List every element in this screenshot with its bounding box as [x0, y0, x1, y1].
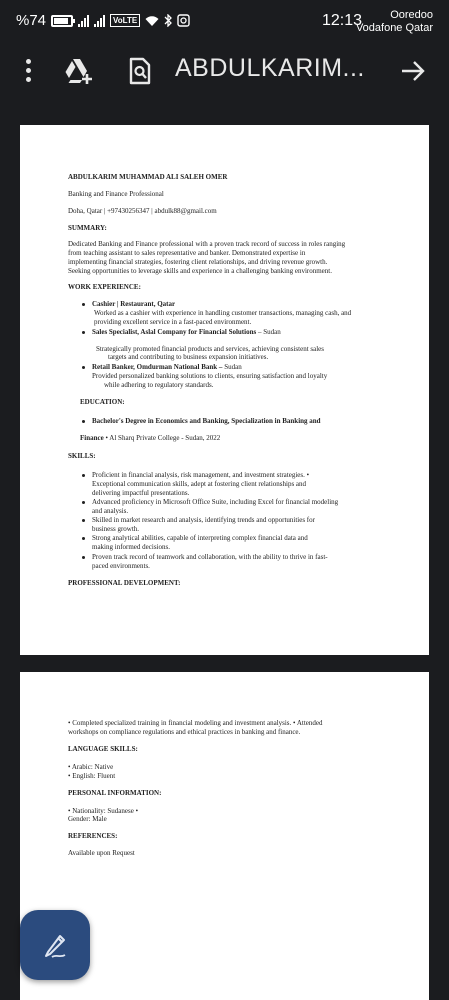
- personal-item: Gender: Male: [68, 815, 107, 823]
- resume-contact: Doha, Qatar | +97430256347 | abdulk88@gmail.com: [68, 207, 217, 215]
- job-location: Sudan: [222, 363, 242, 371]
- summary-line: Dedicated Banking and Finance professional with a proven track record of success in roles ranging: [68, 240, 346, 248]
- job-title: Retail Banker, Omdurman National Bank –: [92, 363, 223, 371]
- volte-icon: VoLTE: [110, 14, 140, 27]
- document-page-1: [20, 125, 429, 655]
- bullet: [82, 556, 85, 559]
- skill-line: delivering impactful presentations.: [92, 489, 190, 497]
- job-title: Sales Specialist, Aslal Company for Financial Solutions: [92, 328, 257, 336]
- work-heading: WORK EXPERIENCE:: [68, 283, 141, 291]
- bullet: [82, 331, 85, 334]
- job-desc: Provided personalized banking solutions to clients, ensuring satisfaction and loyalty: [92, 372, 328, 380]
- skill-line: Advanced proficiency in Microsoft Office Suite, including Excel for financial modeling: [92, 498, 339, 506]
- bullet: [82, 474, 85, 477]
- edit-pen-icon: [40, 930, 70, 960]
- job-desc: while adhering to regulatory standards.: [104, 381, 214, 389]
- language-item: • English: Fluent: [68, 772, 116, 780]
- job-desc: targets and contributing to business expansion initiatives.: [108, 353, 269, 361]
- find-in-page-icon[interactable]: [124, 54, 156, 88]
- bullet: [82, 519, 85, 522]
- battery-percent: %74: [16, 12, 47, 29]
- summary-heading: SUMMARY:: [68, 224, 107, 232]
- summary-line: implementing financial strategies, fostering client relationships, and driving revenue growth.: [68, 258, 328, 266]
- bullet: [82, 537, 85, 540]
- do-not-disturb-icon: [177, 14, 190, 27]
- job-title-line: [92, 328, 381, 337]
- bluetooth-icon: [164, 14, 172, 27]
- bullet: [82, 303, 85, 306]
- status-time: 12:13: [322, 12, 363, 29]
- document-title: ABDULKARIM...: [175, 54, 365, 82]
- summary-line: from teaching assistant to sales representative and banker. Demonstrated expertise in: [68, 249, 306, 257]
- edit-button[interactable]: [20, 910, 90, 980]
- resume-headline: Banking and Finance Professional: [68, 190, 164, 198]
- carrier-primary: Ooredoo: [390, 9, 433, 21]
- references-heading: REFERENCES:: [68, 832, 118, 840]
- job-desc: Worked as a cashier with experience in handling customer transactions, managing cash, and: [94, 309, 352, 317]
- more-vert-icon[interactable]: [14, 56, 42, 84]
- drive-add-icon[interactable]: [62, 54, 96, 88]
- skill-line: Proficient in financial analysis, risk management, and investment strategies. •: [92, 471, 310, 479]
- app-toolbar: [0, 44, 449, 100]
- prof-dev-line: • Completed specialized training in financial modeling and investment analysis. • Attended: [68, 719, 323, 727]
- personal-item: • Nationality: Sudanese •: [68, 807, 139, 815]
- skill-line: Strong analytical abilities, capable of interpreting complex financial data and: [92, 534, 308, 542]
- job-title: Cashier | Restaurant, Qatar: [92, 300, 176, 308]
- skill-line: Skilled in market research and analysis, identifying trends and opportunities for: [92, 516, 315, 524]
- prof-dev-line: workshops on compliance regulations and ethical practices in banking and finance.: [68, 728, 301, 736]
- wifi-icon: [145, 15, 159, 27]
- skills-heading: SKILLS:: [68, 452, 96, 460]
- skill-line: Exceptional communication skills, adept at fostering client relationships and: [92, 480, 307, 488]
- skill-line: Proven track record of teamwork and collaboration, with the ability to thrive in fast-: [92, 553, 328, 561]
- edu-finance: Finance: [80, 434, 104, 442]
- carrier-secondary: Vodafone Qatar: [355, 22, 433, 34]
- language-item: • Arabic: Native: [68, 763, 114, 771]
- edu-line: [80, 434, 381, 443]
- forward-arrow-icon[interactable]: [396, 54, 430, 88]
- bullet: [82, 501, 85, 504]
- skill-line: business growth.: [92, 525, 140, 533]
- resume-name: ABDULKARIM MUHAMMAD ALI SALEH OMER: [68, 173, 228, 181]
- skill-line: paced environments.: [92, 562, 150, 570]
- job-title-line: [92, 363, 381, 372]
- language-heading: LANGUAGE SKILLS:: [68, 745, 138, 753]
- prof-dev-heading: PROFESSIONAL DEVELOPMENT:: [68, 579, 181, 587]
- skill-line: and analysis.: [92, 507, 129, 515]
- references-text: Available upon Request: [68, 849, 135, 857]
- edu-college: • Al Sharq Private College - Sudan, 2022: [103, 434, 221, 442]
- summary-line: Seeking opportunities to leverage skills and experience in a challenging banking environment.: [68, 267, 332, 275]
- signal-icon: [78, 15, 89, 27]
- job-desc: Strategically promoted financial products and services, achieving consistent sales: [96, 345, 325, 353]
- edu-degree: Bachelor's Degree in Economics and Banking, Specialization in Banking and: [92, 417, 321, 425]
- bullet: [82, 420, 85, 423]
- carrier-info: [356, 9, 433, 35]
- personal-heading: PERSONAL INFORMATION:: [68, 789, 162, 797]
- signal-icon: [94, 15, 105, 27]
- status-bar: [0, 0, 449, 42]
- battery-icon: [51, 15, 73, 27]
- job-location: – Sudan: [256, 328, 281, 336]
- education-heading: EDUCATION:: [80, 398, 125, 406]
- bullet: [82, 366, 85, 369]
- skill-line: making informed decisions.: [92, 543, 170, 551]
- job-desc: providing excellent service in a fast-paced environment.: [94, 318, 252, 326]
